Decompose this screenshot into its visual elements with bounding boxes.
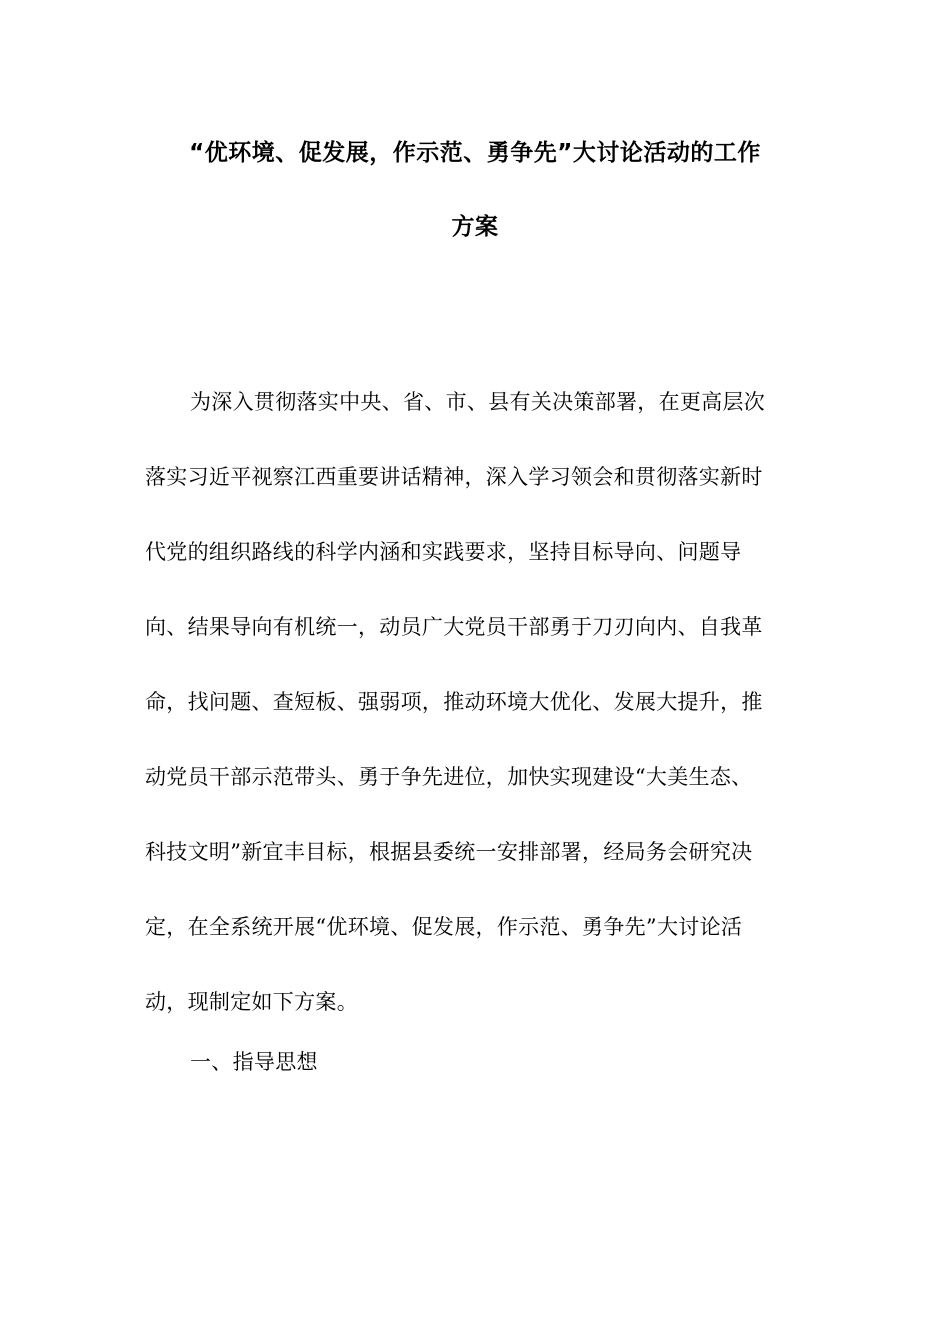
paragraph-line: 命，找问题、查短板、强弱项，推动环境大优化、发展大提升，推	[145, 690, 763, 714]
paragraph-line: 定，在全系统开展“优环境、促发展，作示范、勇争先”大讨论活	[145, 915, 743, 939]
paragraph-line: 科技文明”新宜丰目标，根据县委统一安排部署，经局务会研究决	[145, 840, 753, 864]
paragraph-line: 动，现制定如下方案。	[145, 990, 358, 1014]
document-title-line-2: 方案	[451, 214, 499, 240]
paragraph-line: 向、结果导向有机统一，动员广大党员干部勇于刀刃向内、自我革	[145, 615, 763, 639]
paragraph-line: 动党员干部示范带头、勇于争先进位，加快实现建设“大美生态、	[145, 765, 753, 789]
paragraph-line: 代党的组织路线的科学内涵和实践要求，坚持目标导向、问题导	[145, 540, 742, 564]
document-title-line-1: “优环境、促发展，作示范、勇争先”大讨论活动的工作	[189, 140, 761, 166]
section-heading: 一、指导思想	[190, 1050, 318, 1074]
paragraph-line: 为深入贯彻落实中央、省、市、县有关决策部署，在更高层次	[190, 390, 766, 414]
paragraph-line: 落实习近平视察江西重要讲话精神，深入学习领会和贯彻落实新时	[145, 465, 763, 489]
